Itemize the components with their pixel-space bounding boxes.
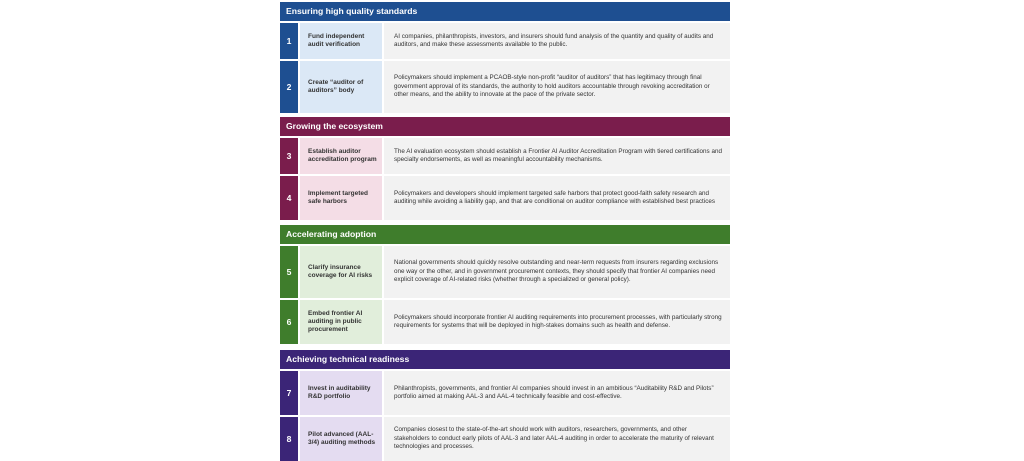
recommendation-row (280, 23, 730, 59)
recommendation-row (280, 300, 730, 344)
section-achieving-technical-readiness (280, 350, 730, 451)
section-growing-the-ecosystem (280, 117, 730, 205)
recommendation-row (280, 371, 730, 415)
row-number: 5 (280, 246, 298, 298)
recommendation-row (280, 61, 730, 113)
row-number: 1 (280, 23, 298, 59)
row-description: Philanthropists, governments, and frontier AI companies should invest in an ambitious “Auditability R&D and Pilots” portfolio aimed at making AAL-3 and AAL-4 technically feasible and cost-effective. (384, 371, 730, 415)
row-number: 3 (280, 138, 298, 174)
section-header: Achieving technical readiness (280, 350, 730, 369)
row-number: 7 (280, 371, 298, 415)
row-number: 8 (280, 417, 298, 461)
row-title: Fund independent audit verification (300, 23, 382, 59)
row-number: 6 (280, 300, 298, 344)
row-description: Policymakers should implement a PCAOB-style non-profit “auditor of auditors” that has legitimacy through final government approval of its standards, the authority to hold auditors accountable through revoking accreditation or other means, and the ability to innovate at the pace of the private sector. (384, 61, 730, 113)
section-header: Ensuring high quality standards (280, 2, 730, 21)
row-number: 2 (280, 61, 298, 113)
row-description: Companies closest to the state-of-the-art should work with auditors, researchers, governments, and other stakeholders to conduct early pilots of AAL-3 and later AAL-4 auditing in order to accelerate the maturity of relevant technologies and processes. (384, 417, 730, 461)
row-title: Pilot advanced (AAL-3/4) auditing methods (300, 417, 382, 461)
row-title: Embed frontier AI auditing in public procurement (300, 300, 382, 344)
row-title: Clarify insurance coverage for AI risks (300, 246, 382, 298)
section-accelerating-adoption (280, 225, 730, 334)
row-description: Policymakers and developers should implement targeted safe harbors that protect good-faith safety research and auditing while avoiding a liability gap, and that are conditional on auditor compliance with established best practices (384, 176, 730, 220)
row-title: Create “auditor of auditors” body (300, 61, 382, 113)
row-description: Policymakers should incorporate frontier AI auditing requirements into procurement processes, with particularly strong requirements for systems that will be deployed in high-stakes domains such as health and defense. (384, 300, 730, 344)
row-description: National governments should quickly resolve outstanding and near-term requests from insurers regarding exclusions one way or the other, and in government procurement contexts, they should specify that frontier AI companies need explicit coverage of AI-related risks (whether through a specialized or general policy). (384, 246, 730, 298)
row-description: The AI evaluation ecosystem should establish a Frontier AI Auditor Accreditation Program with tiered certifications and specialty endorsements, as well as meaningful accountability mechanisms. (384, 138, 730, 174)
recommendation-row (280, 176, 730, 220)
section-header: Growing the ecosystem (280, 117, 730, 136)
row-description: AI companies, philanthropists, investors, and insurers should fund analysis of the quantity and quality of audits and auditors, and make these assessments available to the public. (384, 23, 730, 59)
recommendation-row (280, 138, 730, 174)
row-title: Implement targeted safe harbors (300, 176, 382, 220)
row-number: 4 (280, 176, 298, 220)
section-ensuring-high-quality-standards (280, 2, 730, 99)
recommendation-row (280, 417, 730, 461)
section-header: Accelerating adoption (280, 225, 730, 244)
row-title: Establish auditor accreditation program (300, 138, 382, 174)
recommendation-row (280, 246, 730, 298)
row-title: Invest in auditability R&D portfolio (300, 371, 382, 415)
